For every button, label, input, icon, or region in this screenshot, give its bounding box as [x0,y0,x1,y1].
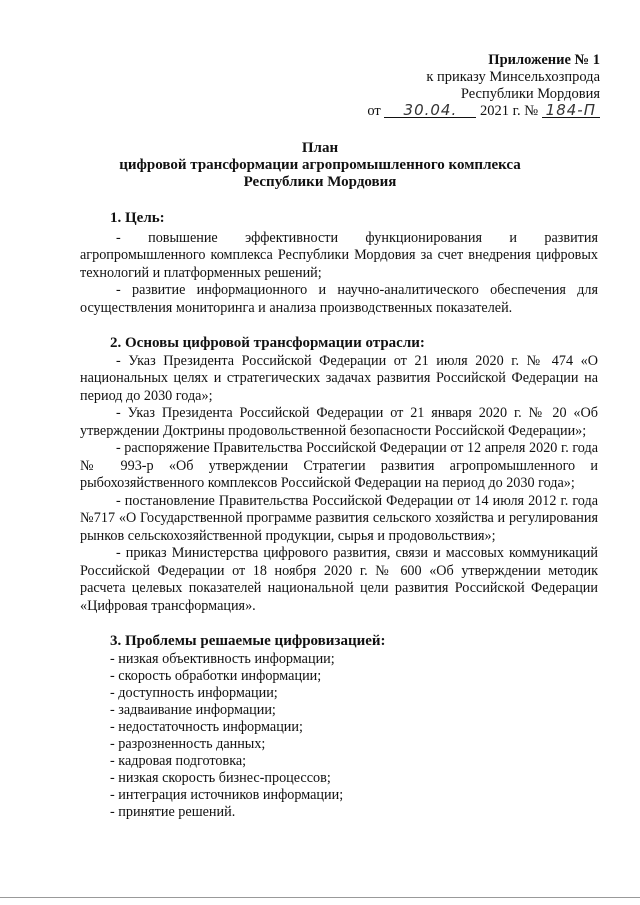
plan-subtitle-2: Республики Мордовия [243,174,397,190]
section-3-item: - низкая объективность информации; [110,650,335,667]
section-3-heading: 3. Проблемы решаемые цифровизацией: [110,633,386,649]
section-3-item: - низкая скорость бизнес-процессов; [110,769,331,786]
plan-subtitle-1: цифровой трансформации агропромышленного комплекса [119,157,521,173]
page-bottom-border [0,897,640,898]
section-1-heading: 1. Цель: [110,210,165,226]
section-2-item: - Указ Президента Российской Федерации от 21 января 2020 г. № 20 «Об утверждении Доктрины продовольственной безопасности Российской Федерации»; [80,405,598,439]
appendix-title: Приложение № 1 [488,52,600,68]
section-2-item: - Указ Президента Российской Федерации от 21 июля 2020 г. № 474 «О национальных целях и стратегических задачах развития Российской Федерации на период до 2030 года»; [80,352,598,404]
section-1-item: - развитие информационного и научно-аналитического обеспечения для осуществления мониторинга и анализа производственных показателей. [80,282,598,316]
year-text: 2021 г. № [480,103,539,119]
section-3-item: - принятие решений. [110,803,236,820]
handwritten-date: 30.04. [384,103,476,118]
document-body [80,210,598,821]
section-3-item: - интеграция источников информации; [110,786,344,803]
section-3-item: - скорость обработки информации; [110,667,322,684]
appendix-header [340,52,600,120]
section-3-item: - доступность информации; [110,684,278,701]
section-2-item: - приказ Министерства цифрового развития, связи и массовых коммуникаций Российской Федерации от 18 ноября 2020 г. № 600 «Об утверждении методик расчета целевых показателей национальной цели развития Российской Федерации «Цифровая трансформация». [80,545,598,614]
date-prefix: от [367,103,381,119]
section-3-item: - задваивание информации; [110,701,276,718]
section-2-item: - распоряжение Правительства Российской Федерации от 12 апреля 2020 г. года № 993-р «Об утверждении Стратегии развития агропромышленного и рыбохозяйственного комплексов Российской Федерации на период до 2030 года»; [80,440,598,491]
section-3-item: - недостаточность информации; [110,718,303,735]
section-2-heading: 2. Основы цифровой трансформации отрасли: [110,335,425,351]
appendix-date-row [340,103,600,120]
section-2-item: - постановление Правительства Российской Федерации от 14 июля 2012 г. года №717 «О Государственной программе развития сельского хозяйства и регулирования рынков сельскохозяйственной продукции, сырья и продовольствия»; [80,492,598,544]
section-3-item: - кадровая подготовка; [110,752,247,769]
handwritten-number: 184-П [542,103,600,118]
section-3-item: - разрозненность данных; [110,735,266,752]
plan-title: План [301,140,339,156]
appendix-order-line: к приказу Минсельхозпрода [426,69,600,85]
appendix-republic-line: Республики Мордовия [460,86,600,102]
section-1-item: - повышение эффективности функционирования и развития агропромышленного комплекса Республики Мордовия за счет внедрения цифровых технологий и платформенных решений; [80,229,598,281]
plan-title-block [0,140,640,191]
